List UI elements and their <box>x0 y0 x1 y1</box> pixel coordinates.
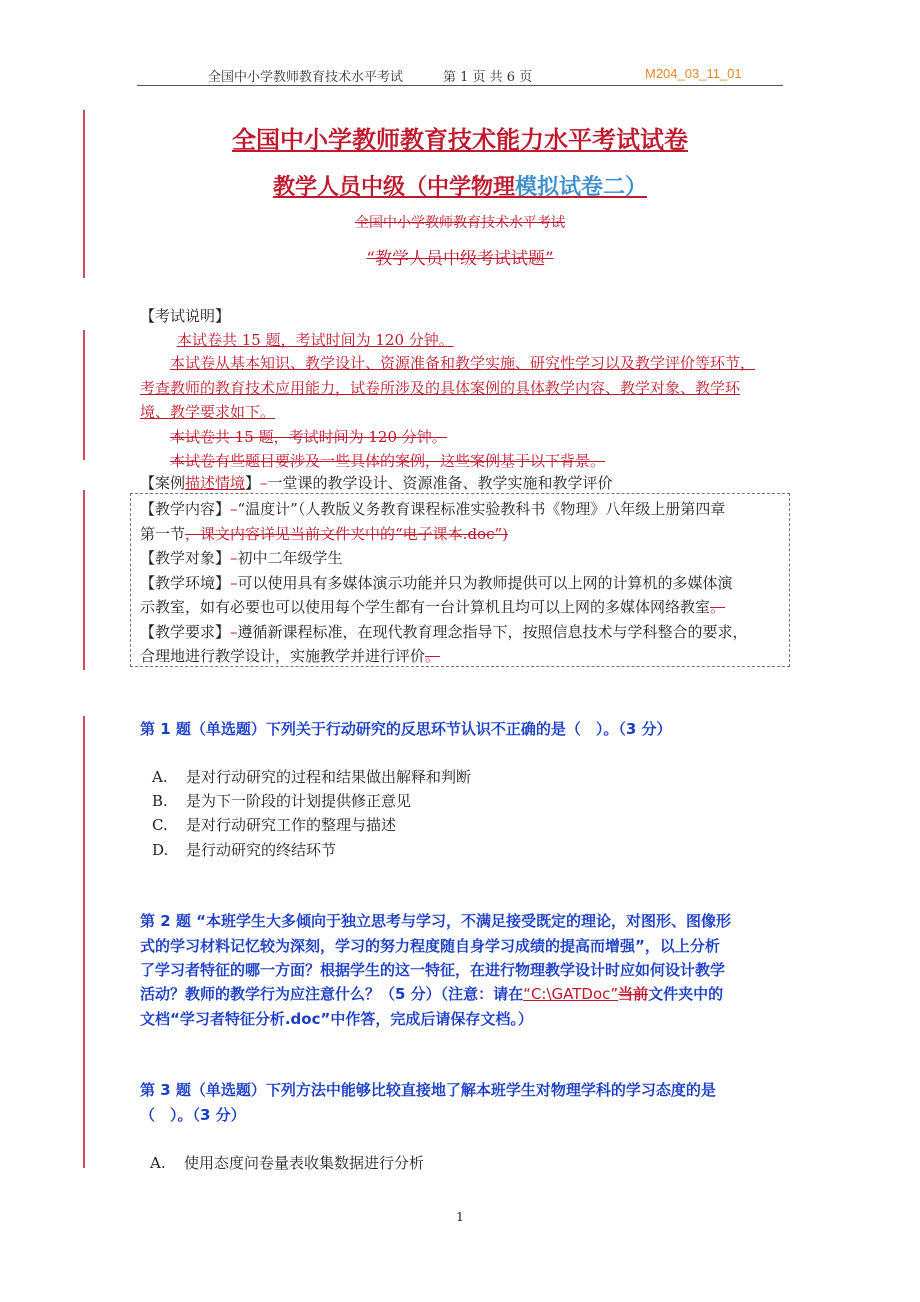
header-code: M204_03_11_01 <box>645 66 742 81</box>
instructions-heading: 【考试说明】 <box>140 307 231 325</box>
teaching-content-line2 <box>140 522 508 546</box>
teaching-requirements-line2-text: 合理地进行教学设计，实施教学并进行评价 <box>140 647 426 665</box>
teaching-environment: 【教学环境】–可以使用具有多媒体演示功能并只为教师提供可以上网的计算机的多媒体演 <box>140 574 733 592</box>
teaching-object-label: 【教学对象】 <box>140 549 231 567</box>
sub-title-prefix: 教学人员中级（中学物理 <box>272 174 515 200</box>
header-title: 全国中小学教师教育技术水平考试 <box>208 70 404 85</box>
deleted-title-line2: “教学人员中级考试试题” <box>366 249 554 269</box>
header-rule <box>137 85 783 86</box>
question-2-line4 <box>140 982 723 1007</box>
question-2-deleted: 当前 <box>618 985 649 1003</box>
main-title: 全国中小学教师教育技术能力水平考试试卷 <box>232 125 688 154</box>
question-3-line1: 第 3 题（单选题）下列方法中能够比较直接地了解本班学生对物理学科的学习态度的是 <box>140 1081 716 1099</box>
q3-option-a[interactable] <box>150 1151 424 1176</box>
page-number: 1 <box>456 1210 464 1224</box>
q3-option-a-text: 使用态度问卷量表收集数据进行分析 <box>184 1154 425 1172</box>
revision-bar <box>83 490 85 670</box>
q1-option-d-letter: D. <box>152 841 169 859</box>
question-3-line2: （ ）。（3 分） <box>140 1106 246 1124</box>
teaching-content-deleted: ，课文内容详见当前文件夹中的“电子课本.doc”) <box>185 525 509 543</box>
teaching-content-text: “温度计”（人教版义务教育课程标准实验教科书《物理》八年级上册第四章 <box>237 500 726 518</box>
instructions-deleted2: 本试卷有些题目要涉及一些具体的案例，这些案例基于以下背景。 <box>170 452 606 470</box>
q1-option-d-text: 是行动研究的终结环节 <box>186 841 337 859</box>
question-2-line1: 第 2 题 “本班学生大多倾向于独立思考与学习，不满足接受既定的理论，对图形、图像形 <box>140 912 731 930</box>
question-1: 第 1 题（单选题）下列关于行动研究的反思环节认识不正确的是（ ）。（3 分） <box>140 720 672 738</box>
question-2-line5: 文档“学习者特征分析.doc”中作答，完成后请保存文档。） <box>140 1010 533 1028</box>
deleted-title-line1: 全国中小学教师教育技术水平考试 <box>355 215 565 231</box>
case-text: 一堂课的教学设计、资源准备、教学实施和教学评价 <box>267 474 613 492</box>
teaching-environment-line2 <box>140 595 725 619</box>
teaching-requirements-end: 。 <box>425 647 441 665</box>
revision-bar <box>83 330 85 460</box>
instructions-para2-line2: 考查教师的教育技术应用能力，试卷所涉及的具体案例的具体教学内容、教学对象、教学环 <box>140 379 741 397</box>
case-inserted: 描述情境 <box>185 474 246 492</box>
teaching-environment-text: 可以使用具有多媒体演示功能并只为教师提供可以上网的计算机的多媒体演 <box>237 574 733 592</box>
q1-option-c[interactable] <box>152 813 396 838</box>
q1-option-a-letter: A. <box>152 768 168 786</box>
sub-title-inserted: 模拟试卷二） <box>515 174 648 200</box>
instructions-para2-line1: 本试卷从基本知识、教学设计、资源准备和教学实施、研究性学习以及教学评价等环节， <box>170 354 756 372</box>
q1-option-a-text: 是对行动研究的过程和结果做出解释和判断 <box>186 768 472 786</box>
case-line: 【案例描述情境】–一堂课的教学设计、资源准备、教学实施和教学评价 <box>140 474 613 492</box>
teaching-content: 【教学内容】–“温度计”（人教版义务教育课程标准实验教科书《物理》八年级上册第四章 <box>140 500 726 518</box>
sub-title <box>0 170 920 201</box>
revision-bar <box>83 716 85 1168</box>
teaching-requirements-line2 <box>140 644 440 668</box>
question-2-line2: 式的学习材料记忆较为深刻，学习的努力程度随自身学习成绩的提高而增强”，以上分析 <box>140 937 720 955</box>
teaching-environment-line2-text: 示教室，如有必要也可以使用每个学生都有一台计算机且均可以上网的多媒体网络教室 <box>140 598 711 616</box>
teaching-object-text: 初中二年级学生 <box>237 549 343 567</box>
question-2-line4-text: 活动？教师的教学行为应注意什么？（5 分）（注意：请在 <box>140 985 524 1003</box>
question-2-line3: 了学习者特征的哪一方面？根据学生的这一特征，在进行物理教学设计时应如何设计教学 <box>140 961 726 979</box>
teaching-requirements: 【教学要求】–遵循新课程标准，在现代教育理念指导下，按照信息技术与学科整合的要求， <box>140 623 748 641</box>
teaching-object: 【教学对象】–初中二年级学生 <box>140 549 343 567</box>
teaching-content-label: 【教学内容】 <box>140 500 231 518</box>
teaching-environment-end: 。 <box>710 598 726 616</box>
teaching-requirements-text: 遵循新课程标准，在现代教育理念指导下，按照信息技术与学科整合的要求， <box>237 623 748 641</box>
case-prefix: 【案例 <box>140 474 186 492</box>
q1-option-b[interactable] <box>152 789 411 814</box>
q1-option-c-text: 是对行动研究工作的整理与描述 <box>186 816 397 834</box>
question-2-line4-tail: 文件夹中的 <box>648 985 724 1003</box>
q1-option-a[interactable] <box>152 765 471 790</box>
q1-option-d[interactable] <box>152 838 336 863</box>
question-2-path-inserted: “C:\GATDoc” <box>523 985 619 1003</box>
case-suffix: 】 <box>245 474 261 492</box>
teaching-requirements-label: 【教学要求】 <box>140 623 231 641</box>
q1-option-b-letter: B. <box>152 792 168 810</box>
teaching-content-line2-text: 第一节 <box>140 525 186 543</box>
q1-option-b-text: 是为下一阶段的计划提供修正意见 <box>186 792 412 810</box>
instructions-para2-line3: 境、教学要求如下。 <box>140 403 276 421</box>
instructions-para1: 本试卷共 15 题，考试时间为 120 分钟。 <box>177 331 454 349</box>
instructions-deleted1: 本试卷共 15 题，考试时间为 120 分钟。 <box>170 428 447 446</box>
q1-option-c-letter: C. <box>152 816 168 834</box>
q3-option-a-letter: A. <box>150 1154 166 1172</box>
header-page-info: 第 1 页 共 6 页 <box>443 70 533 85</box>
teaching-environment-label: 【教学环境】 <box>140 574 231 592</box>
